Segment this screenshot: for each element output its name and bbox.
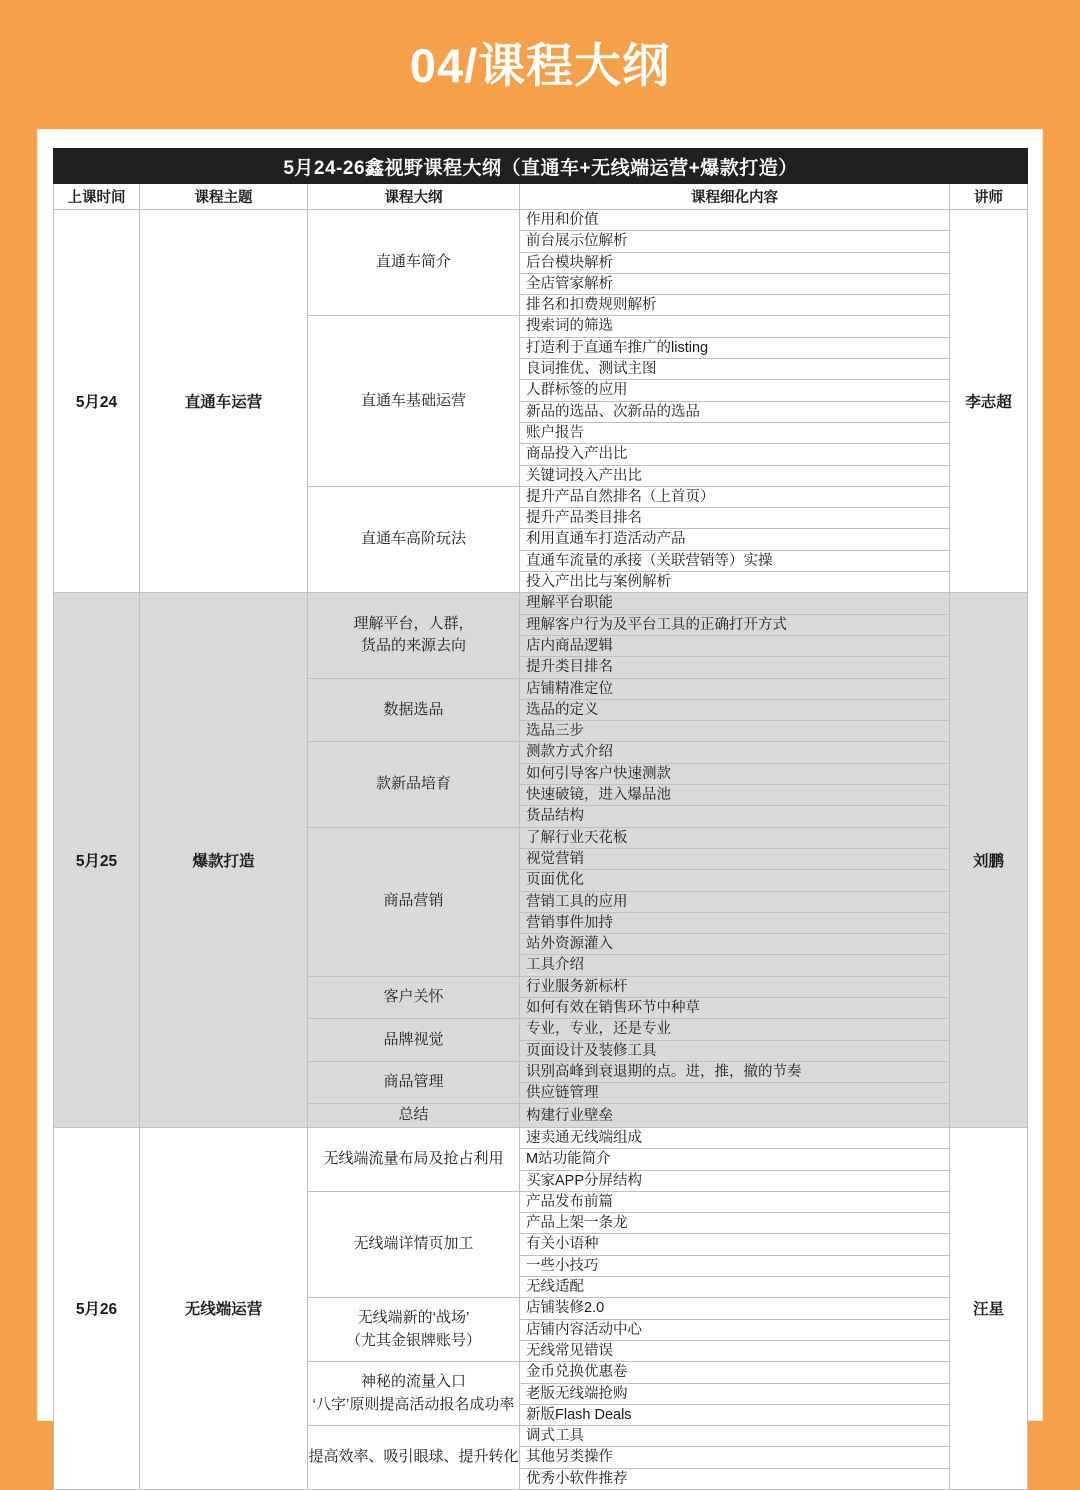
cell-detail: 工具介绍 <box>520 955 950 976</box>
cell-outline: 直通车基础运营 <box>308 316 520 486</box>
cell-detail: 行业服务新标杆 <box>520 976 950 997</box>
cell-detail: 如何引导客户快速测款 <box>520 763 950 784</box>
cell-detail: M站功能简介 <box>520 1149 950 1170</box>
cell-detail: 投入产出比与案例解析 <box>520 572 950 593</box>
cell-detail: 无线常见错误 <box>520 1340 950 1361</box>
cell-detail: 作用和价值 <box>520 210 950 231</box>
cell-detail: 全店管家解析 <box>520 273 950 294</box>
column-header-2: 课程大纲 <box>308 184 520 210</box>
cell-detail: 营销工具的应用 <box>520 891 950 912</box>
cell-detail: 排名和扣费规则解析 <box>520 295 950 316</box>
cell-detail: 有关小语种 <box>520 1234 950 1255</box>
table-row <box>54 210 1028 231</box>
cell-detail: 提升类目排名 <box>520 657 950 678</box>
cell-detail: 理解平台职能 <box>520 593 950 614</box>
cell-detail: 站外资源灌入 <box>520 934 950 955</box>
cell-outline: 直通车高阶玩法 <box>308 486 520 592</box>
content-card <box>38 130 1042 1487</box>
cell-detail: 测款方式介绍 <box>520 742 950 763</box>
cell-detail: 店铺内容活动中心 <box>520 1319 950 1340</box>
cell-detail: 了解行业天花板 <box>520 827 950 848</box>
cell-detail: 商品投入产出比 <box>520 444 950 465</box>
cell-outline: 总结 <box>308 1104 520 1128</box>
cell-outline: 无线端新的‘战场’ （尤其金银牌账号） <box>308 1298 520 1362</box>
table-caption: 5月24-26鑫视野课程大纲（直通车+无线端运营+爆款打造） <box>54 149 1028 184</box>
cell-outline: 神秘的流量入口 ‘八字’原则提高活动报名成功率 <box>308 1362 520 1426</box>
cell-detail: 视觉营销 <box>520 848 950 869</box>
cell-detail: 人群标签的应用 <box>520 380 950 401</box>
cell-detail: 其他另类操作 <box>520 1447 950 1468</box>
cell-detail: 提升产品类目排名 <box>520 508 950 529</box>
cell-detail: 搜索词的筛选 <box>520 316 950 337</box>
cell-outline: 理解平台，人群， 货品的来源去向 <box>308 593 520 678</box>
column-header-4: 讲师 <box>950 184 1028 210</box>
cell-detail: 良词推优、测试主图 <box>520 359 950 380</box>
cell-detail: 直通车流量的承接（关联营销等）实操 <box>520 550 950 571</box>
column-header-3: 课程细化内容 <box>520 184 950 210</box>
cell-detail: 金币兑换优惠卷 <box>520 1362 950 1383</box>
cell-detail: 前台展示位解析 <box>520 231 950 252</box>
cell-outline: 提高效率、吸引眼球、提升转化 <box>308 1426 520 1490</box>
cell-outline: 商品营销 <box>308 827 520 976</box>
cell-topic: 爆款打造 <box>140 593 308 1128</box>
table-caption-row <box>54 149 1028 184</box>
cell-detail: 如何有效在销售环节中种草 <box>520 997 950 1018</box>
cell-detail: 提升产品自然排名（上首页） <box>520 486 950 507</box>
cell-detail: 买家APP分屏结构 <box>520 1170 950 1191</box>
column-header-0: 上课时间 <box>54 184 140 210</box>
cell-detail: 一些小技巧 <box>520 1255 950 1276</box>
table-header-row <box>54 184 1028 210</box>
cell-detail: 店铺装修2.0 <box>520 1298 950 1319</box>
cell-detail: 识别高峰到衰退期的点。进，推，撤的节奏 <box>520 1061 950 1082</box>
cell-detail: 新版Flash Deals <box>520 1404 950 1425</box>
cell-detail: 专业，专业，还是专业 <box>520 1019 950 1040</box>
cell-detail: 新品的选品、次新品的选品 <box>520 401 950 422</box>
cell-teacher: 汪星 <box>950 1127 1028 1489</box>
page-title: 04/课程大纲 <box>409 39 671 92</box>
cell-topic: 无线端运营 <box>140 1127 308 1489</box>
cell-teacher: 刘鹏 <box>950 593 1028 1128</box>
cell-detail: 无线适配 <box>520 1277 950 1298</box>
cell-detail: 货品结构 <box>520 806 950 827</box>
cell-detail: 营销事件加持 <box>520 912 950 933</box>
cell-detail: 页面设计及装修工具 <box>520 1040 950 1061</box>
cell-date: 5月26 <box>54 1127 140 1489</box>
cell-detail: 调式工具 <box>520 1426 950 1447</box>
cell-detail: 优秀小软件推荐 <box>520 1468 950 1489</box>
cell-outline: 无线端流量布局及抢占利用 <box>308 1127 520 1191</box>
cell-detail: 选品三步 <box>520 721 950 742</box>
cell-teacher: 李志超 <box>950 210 1028 593</box>
cell-outline: 无线端详情页加工 <box>308 1191 520 1297</box>
table-row <box>54 593 1028 614</box>
cell-detail: 老版无线端抢购 <box>520 1383 950 1404</box>
cell-detail: 产品上架一条龙 <box>520 1213 950 1234</box>
cell-detail: 构建行业壁垒 <box>520 1104 950 1128</box>
cell-detail: 店内商品逻辑 <box>520 635 950 656</box>
cell-detail: 打造利于直通车推广的listing <box>520 337 950 358</box>
cell-outline: 客户关怀 <box>308 976 520 1019</box>
cell-date: 5月25 <box>54 593 140 1128</box>
column-header-1: 课程主题 <box>140 184 308 210</box>
cell-detail: 供应链管理 <box>520 1083 950 1104</box>
course-outline-table <box>53 148 1028 1490</box>
cell-detail: 关键词投入产出比 <box>520 465 950 486</box>
cell-detail: 账户报告 <box>520 422 950 443</box>
cell-detail: 速卖通无线端组成 <box>520 1127 950 1148</box>
course-outline-table-wrapper <box>53 148 1027 1490</box>
table-row <box>54 1127 1028 1148</box>
cell-topic: 直通车运营 <box>140 210 308 593</box>
cell-outline: 数据选品 <box>308 678 520 742</box>
cell-detail: 选品的定义 <box>520 699 950 720</box>
cell-outline: 直通车简介 <box>308 210 520 316</box>
cell-detail: 产品发布前篇 <box>520 1191 950 1212</box>
cell-detail: 店铺精准定位 <box>520 678 950 699</box>
cell-outline: 商品管理 <box>308 1061 520 1104</box>
cell-detail: 快速破镜，进入爆品池 <box>520 785 950 806</box>
cell-detail: 理解客户行为及平台工具的正确打开方式 <box>520 614 950 635</box>
cell-outline: 款新品培育 <box>308 742 520 827</box>
cell-detail: 页面优化 <box>520 870 950 891</box>
cell-outline: 品牌视觉 <box>308 1019 520 1062</box>
cell-detail: 利用直通车打造活动产品 <box>520 529 950 550</box>
cell-date: 5月24 <box>54 210 140 593</box>
cell-detail: 后台模块解析 <box>520 252 950 273</box>
